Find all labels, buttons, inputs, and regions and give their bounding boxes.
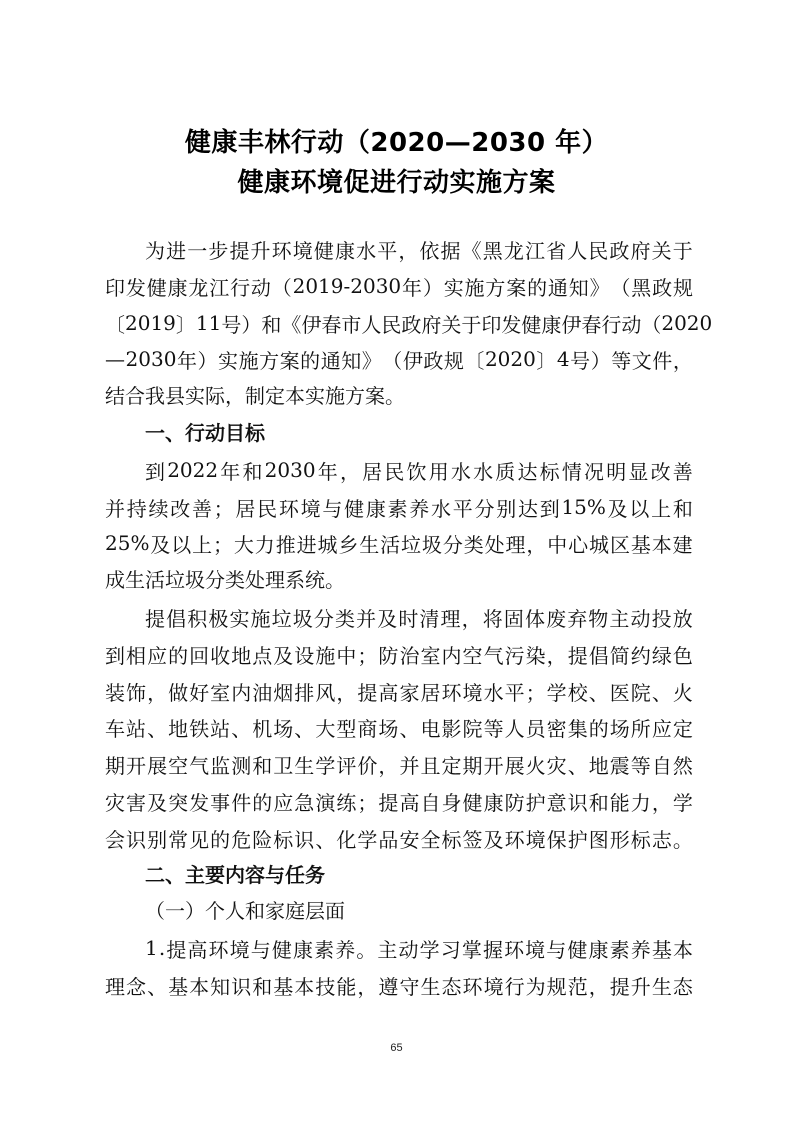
paragraph-line: 结合我县实际，制定本实施方案。 [105, 384, 405, 408]
document-title-line2: 健康环境促进行动实施方案 [237, 168, 556, 198]
paragraph-line: 到 相 应 的 回 收 地 点 及 设 施 中 ； 防 治 室 内 空 气 污 染 ， 提 倡 简 约 绿 色 [105, 643, 693, 668]
page-number: 65 [390, 1042, 403, 1054]
document-title-line1: 健康丰林行动（2020—2030 年） [184, 128, 609, 158]
paragraph-line: 1 . 提 高 环 境 与 健 康 素 养 。 主 动 学 习 掌 握 环 境 与 健 康 素 养 基 本 [145, 936, 693, 962]
paragraph-line: （一）个人和家庭层面 [145, 899, 345, 923]
paragraph-line: 车 站 、 地 铁 站 、 机 场 、 大 型 商 场 、 电 影 院 等 人 员 密 集 的 场 所 应 定 [105, 716, 693, 741]
section-heading: 一、行动目标 [145, 421, 265, 445]
paragraph-line: 会 识 别 常 见 的 危 险 标 识 、 化 学 品 安 全 标 签 及 环 境 保 护 图 形 标 志 。 [105, 827, 693, 852]
paragraph-line: 灾 害 及 突 发 事 件 的 应 急 演 练 ； 提 高 自 身 健 康 防 护 意 识 和 能 力 ， 学 [105, 790, 693, 815]
paragraph-line: 提 倡 积 极 实 施 垃 圾 分 类 并 及 时 清 理 ， 将 固 体 废 弃 物 主 动 投 放 [145, 606, 693, 631]
section-heading: 二、主要内容与任务 [145, 863, 325, 887]
paragraph-line: 成生活垃圾分类处理系统。 [105, 568, 345, 592]
paragraph-line: 理 念 、 基 本 知 识 和 基 本 技 能 ， 遵 守 生 态 环 境 行 为 规 范 ， 提 升 生 态 [105, 974, 693, 999]
paragraph-line: 25% 及 以 上 ； 大 力 推 进 城 乡 生 活 垃 圾 分 类 处 理 ， 中 心 城 区 基 本 建 [105, 531, 693, 557]
paragraph-line: 期 开 展 空 气 监 测 和 卫 生 学 评 价 ， 并 且 定 期 开 展 火 灾 、 地 震 等 自 然 [105, 753, 693, 778]
paragraph-line: — 2030 年 ） 实 施 方 案 的 通 知 》 （ 伊 政 规 〔 2020 〕 4 号 ） 等 文 件 ， [105, 347, 693, 373]
paragraph-line: 〔 2019 〕 11 号 ） 和 《 伊 春 市 人 民 政 府 关 于 印 发 健 康 伊 春 行 动 （ 2020 [105, 311, 713, 337]
paragraph-line: 印 发 健 康 龙 江 行 动 （ 2019-2030 年 ） 实 施 方 案 的 通 知 》 （ 黑 政 规 [105, 274, 693, 300]
paragraph-line: 为 进 一 步 提 升 环 境 健 康 水 平 ， 依 据 《 黑 龙 江 省 人 民 政 府 关 于 [145, 238, 693, 263]
paragraph-line: 并 持 续 改 善 ； 居 民 环 境 与 健 康 素 养 水 平 分 别 达 到 15% 及 以 上 和 [105, 495, 693, 521]
paragraph-line: 装 饰 ， 做 好 室 内 油 烟 排 风 ， 提 高 家 居 环 境 水 平 ； 学 校 、 医 院 、 火 [105, 680, 693, 705]
paragraph-line: 到 2022 年 和 2030 年 ， 居 民 饮 用 水 水 质 达 标 情 况 明 显 改 善 [145, 458, 693, 484]
